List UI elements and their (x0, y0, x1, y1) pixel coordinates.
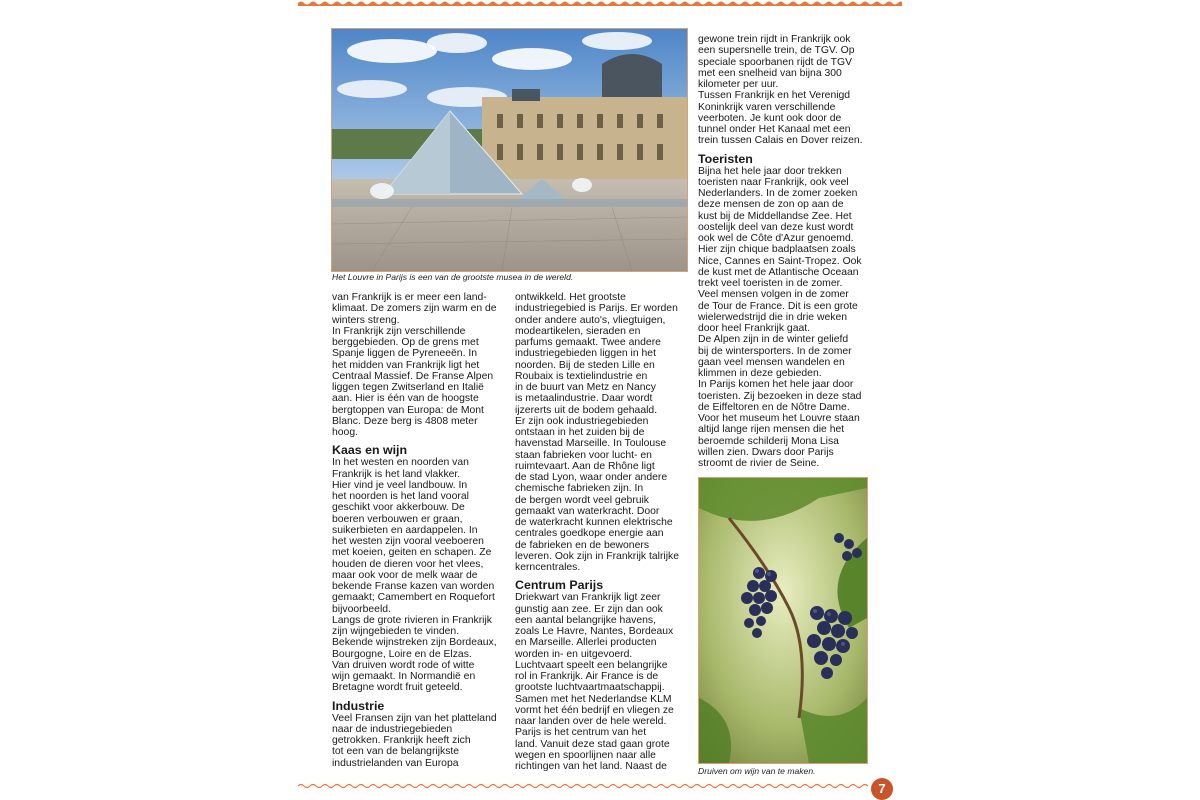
section-heading: Toeristen (698, 151, 753, 166)
paragraph: Driekwart van Frankrijk ligt zeer gunstig aan zee. Er zijn dan ook een aantal belangrijke havens, zoals Le Havre, Nantes, Bordeaux en Marseille. Allerlei producten worden in- en uitgevoerd. (515, 592, 674, 660)
section-heading: Industrie (332, 698, 385, 713)
grapes-photo (698, 477, 868, 764)
paragraph: In het westen en noorden van Frankrijk is het land vlakker. Hier vind je veel landbouw. In het noorden is het land vooral geschikt voor akkerbouw. De boeren verbouwen er graan, suikerbieten en aardappelen. In het westen zijn vooral veeboeren met koeien, geiten en schapen. Ze houden de dieren voor het vlees, maar ook voor de melk waar de bekende Franse kazen van worden gemaakt; Camembert en Roquefort bijvoorbeeld. (332, 457, 495, 615)
paragraph: Luchtvaart speelt een belangrijke rol in Frankrijk. Air France is de grootste luchtvaartmaatschappij. Samen met het Nederlandse KLM vormt het één bedrijf en vliegen ze naar landen over de hele wereld. (515, 659, 674, 727)
paragraph: Langs de grote rivieren in Frankrijk zijn wijngebieden te vinden. Bekende wijnstreken zijn Bordeaux, Bourgogne, Loire en de Elzas. Van druiven wordt rode of witte wijn gemaakt. In Normandië en Bretagne wordt fruit geteeld. (332, 614, 497, 694)
paragraph: Bijna het hele jaar door trekken toeristen naar Frankrijk, ook veel Nederlanders. In de zomer zoeken deze mensen de zon op aan de kust bij de Middellandse Zee. Het oostelijk deel van deze kust wordt ook wel de Côte d'Azur genoemd. Hier zijn chique badplaatsen zoals Nice, Cannes en Saint-Tropez. Ook de kust met de Atlantische Oceaan trekt veel toeristen in de zomer. (698, 165, 862, 289)
text-column-2 (515, 292, 693, 772)
paragraph: Veel Fransen zijn van het platteland naar de industriegebieden getrokken. Frankrijk heeft zich tot een van de belangrijkste industrielanden van Europa (332, 712, 497, 769)
louvre-photo (331, 28, 688, 272)
paragraph: Er zijn ook industriegebieden ontstaan in het zuiden bij de havenstad Marseille. In Toulouse staan fabrieken voor lucht- en ruimtevaart. Aan de Rhône ligt de stad Lyon, waar onder andere chemische fabrieken zijn. In de bergen wordt veel gebruik gemaakt van waterkracht. Door de waterkracht kunnen elektrische centrales goedkope energie aan de fabrieken en de bewoners leveren. Ook zijn in Frankrijk talrijke kerncentrales. (515, 415, 679, 573)
paragraph: Parijs is het centrum van het land. Vanuit deze stad gaan grote wegen en spoorlijnen naar alle richtingen van het land. Naast de (515, 727, 670, 772)
paragraph: In Frankrijk zijn verschillende berggebieden. Op de grens met Spanje liggen de Pyreneeën. In het midden van Frankrijk ligt het Centraal Massief. De Franse Alpen liggen tegen Zwitserland en Italië aan. Hier is één van de hoogste bergtoppen van Europa: de Mont Blanc. Deze berg is 4808 meter hoog. (332, 325, 494, 438)
text-column-1 (332, 292, 507, 769)
paragraph: ontwikkeld. Het grootste industriegebied is Parijs. Er worden onder andere auto's, vliegtuigen, modeartikelen, sieraden en parfums gemaakt. Twee andere industriegebieden liggen in het noorden. Bij de steden Lille en Roubaix is textielindustrie en in de buurt van Metz en Nancy is metaalindustrie. Daar wordt ijzererts uit de bodem gehaald. (515, 292, 678, 416)
grapes-caption: Druiven om wijn van te maken. (698, 766, 816, 776)
paragraph: Tussen Frankrijk en het Verenigd Koninkrijk varen verschillende veerboten. Je kunt ook door de tunnel onder Het Kanaal met een trein tussen Calais en Dover reizen. (698, 90, 863, 147)
section-heading: Centrum Parijs (515, 578, 604, 593)
paragraph: gewone trein rijdt in Frankrijk ook een supersnelle trein, de TGV. Op speciale spoorbanen rijdt de TGV met een snelheid van bijna 300 kilometer per uur. (698, 34, 855, 90)
text-column-3 (698, 34, 878, 469)
decorative-wave-top (298, 0, 902, 10)
page-number: 7 (871, 778, 893, 800)
section-heading: Kaas en wijn (332, 443, 408, 458)
louvre-caption: Het Louvre in Parijs is een van de grootste musea in de wereld. (332, 272, 574, 282)
paragraph: In Parijs komen het hele jaar door toeristen. Zij bezoeken in deze stad de Eiffeltoren en de Nôtre Dame. Voor het museum het Louvre staan altijd lange rijen mensen die het beroemde schilderij Mona Lisa willen zien. Dwars door Parijs stroomt de rivier de Seine. (698, 379, 862, 469)
paragraph: van Frankrijk is er meer een land- klimaat. De zomers zijn warm en de winters streng. (332, 292, 497, 326)
decorative-wave-bottom (298, 783, 902, 793)
paragraph: Veel mensen volgen in de zomer de Tour de France. Dit is een grote wielerwedstrijd die in drie weken door heel Frankrijk gaat. (698, 289, 858, 334)
paragraph: De Alpen zijn in de winter geliefd bij de wintersporters. In de zomer gaan veel mensen wandelen en klimmen in deze gebieden. (698, 334, 852, 379)
